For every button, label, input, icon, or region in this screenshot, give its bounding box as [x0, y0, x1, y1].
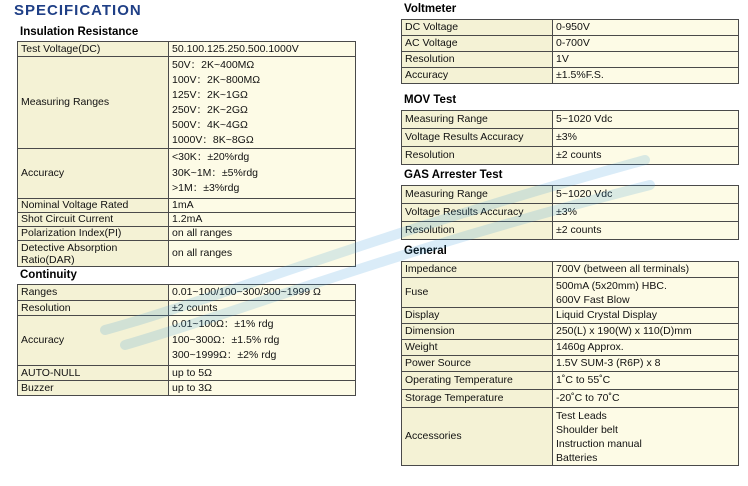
spec-value-line: 1.5V SUM-3 (R6P) x 8: [556, 357, 661, 369]
spec-value-dc-voltage: [553, 20, 739, 36]
spec-value-line: 0.01~100Ω：±1% rdg: [172, 318, 274, 331]
spec-label-operating-temperature: Operating Temperature: [402, 372, 553, 390]
spec-value-resolution: [553, 147, 739, 165]
spec-value-accuracy: [169, 149, 356, 199]
spec-value-accuracy: [553, 68, 739, 84]
spec-value-line: 1mA: [172, 199, 194, 211]
spec-value-line: 125V：2K~1GΩ: [172, 88, 248, 101]
spec-label-accuracy: Accuracy: [18, 316, 169, 366]
spec-value-line: Liquid Crystal Display: [556, 309, 657, 321]
spec-value-line: on all ranges: [172, 247, 233, 259]
spec-value-line: 30K~1M：±5%rdg: [172, 166, 259, 179]
table-row: [18, 227, 356, 241]
spec-value-line: ±2 counts: [556, 149, 602, 161]
spec-value-line: on all ranges: [172, 227, 233, 239]
table-row: [18, 42, 356, 57]
spec-value-impedance: [553, 262, 739, 278]
spec-value-measuring-range: [553, 186, 739, 204]
spec-value-nominal-voltage-rated: [169, 199, 356, 213]
spec-label-ac-voltage: AC Voltage: [402, 36, 553, 52]
table-row: [402, 278, 739, 308]
spec-label-dimension: Dimension: [402, 324, 553, 340]
table-row: [402, 204, 739, 222]
spec-label-measuring-range: Measuring Range: [402, 186, 553, 204]
spec-value-line: Test Leads: [556, 409, 607, 422]
table-row: [402, 129, 739, 147]
spec-value-accessories: [553, 408, 739, 466]
spec-value-line: Batteries: [556, 451, 598, 464]
spec-value-display: [553, 308, 739, 324]
table-row: [402, 324, 739, 340]
table-row: [18, 241, 356, 267]
spec-value-shot-circuit-current: [169, 213, 356, 227]
spec-value-line: 700V (between all terminals): [556, 263, 690, 275]
spec-value-line: 0.01~100/100~300/300~1999 Ω: [172, 286, 321, 298]
spec-label-storage-temperature: Storage Temperature: [402, 390, 553, 408]
spec-value-line: 1000V：8K~8GΩ: [172, 133, 254, 146]
table-row: [402, 390, 739, 408]
spec-value-resolution: [553, 222, 739, 240]
page-title: SPECIFICATION: [14, 2, 142, 19]
spec-value-dimension: [553, 324, 739, 340]
spec-label-resolution: Resolution: [18, 301, 169, 316]
spec-value-resolution: [553, 52, 739, 68]
spec-label-resolution: Resolution: [402, 222, 553, 240]
insulation-table: [17, 41, 356, 267]
general-heading: General: [404, 245, 447, 257]
spec-value-line: Shoulder belt: [556, 423, 618, 436]
spec-value-weight: [553, 340, 739, 356]
spec-value-line: 1V: [556, 53, 569, 65]
voltmeter-table: [401, 19, 739, 84]
spec-value-power-source: [553, 356, 739, 372]
spec-label-test-voltage-dc: Test Voltage(DC): [18, 42, 169, 57]
table-row: [18, 57, 356, 149]
spec-value-line: up to 5Ω: [172, 366, 212, 379]
spec-value-detective-absorption-ratio-dar: [169, 241, 356, 267]
spec-label-resolution: Resolution: [402, 147, 553, 165]
spec-value-voltage-results-accuracy: [553, 129, 739, 147]
spec-value-line: 500V：4K~4GΩ: [172, 118, 248, 131]
table-row: [18, 301, 356, 316]
spec-label-voltage-results-accuracy: Voltage Results Accuracy: [402, 129, 553, 147]
spec-value-line: 1.2mA: [172, 213, 203, 225]
spec-value-polarization-index-pi: [169, 227, 356, 241]
spec-value-line: 0-950V: [556, 21, 590, 33]
spec-label-measuring-ranges: Measuring Ranges: [18, 57, 169, 149]
table-row: [18, 381, 356, 396]
spec-value-ranges: [169, 285, 356, 301]
spec-value-line: Instruction manual: [556, 437, 642, 450]
spec-value-operating-temperature: [553, 372, 739, 390]
continuity-table: [17, 284, 356, 396]
spec-value-line: -20˚C to 70˚C: [556, 392, 620, 404]
spec-value-line: ±2 counts: [172, 301, 218, 314]
spec-value-line: 250V：2K~2GΩ: [172, 103, 248, 116]
spec-value-accuracy: [169, 316, 356, 366]
spec-value-ac-voltage: [553, 36, 739, 52]
spec-label-buzzer: Buzzer: [18, 381, 169, 396]
continuity-heading: Continuity: [20, 269, 77, 281]
spec-label-polarization-index-pi: Polarization Index(PI): [18, 227, 169, 241]
gas-table: [401, 185, 739, 240]
spec-value-line: ±2 counts: [556, 224, 602, 236]
spec-value-line: 100V：2K~800MΩ: [172, 73, 261, 86]
spec-value-line: 600V Fast Blow: [556, 293, 630, 306]
mov-heading: MOV Test: [404, 94, 457, 106]
spec-value-line: 5~1020 Vdc: [556, 188, 613, 200]
table-row: [402, 111, 739, 129]
spec-value-storage-temperature: [553, 390, 739, 408]
spec-label-accuracy: Accuracy: [402, 68, 553, 84]
table-row: [402, 186, 739, 204]
table-row: [402, 147, 739, 165]
table-row: [18, 316, 356, 366]
spec-label-resolution: Resolution: [402, 52, 553, 68]
table-row: [402, 408, 739, 466]
spec-value-line: up to 3Ω: [172, 381, 212, 394]
spec-label-ranges: Ranges: [18, 285, 169, 301]
spec-value-line: ±3%: [556, 131, 577, 143]
table-row: [402, 308, 739, 324]
spec-value-line: 300~1999Ω：±2% rdg: [172, 349, 277, 362]
spec-label-power-source: Power Source: [402, 356, 553, 372]
spec-value-line: 0-700V: [556, 37, 590, 49]
spec-value-resolution: [169, 301, 356, 316]
table-row: [18, 213, 356, 227]
table-row: [402, 372, 739, 390]
spec-value-line: 500mA (5x20mm) HBC.: [556, 279, 667, 292]
spec-label-display: Display: [402, 308, 553, 324]
spec-label-accuracy: Accuracy: [18, 149, 169, 199]
voltmeter-heading: Voltmeter: [404, 3, 457, 15]
spec-value-line: 5~1020 Vdc: [556, 113, 613, 125]
spec-value-line: 1460g Approx.: [556, 341, 624, 353]
spec-label-line: Detective Absorption: [21, 241, 118, 254]
spec-value-line: 1˚C to 55˚C: [556, 374, 611, 386]
table-row: [402, 52, 739, 68]
spec-label-dc-voltage: DC Voltage: [402, 20, 553, 36]
spec-value-measuring-ranges: [169, 57, 356, 149]
spec-label-line: Ratio(DAR): [21, 253, 75, 266]
table-row: [402, 222, 739, 240]
spec-value-buzzer: [169, 381, 356, 396]
spec-value-test-voltage-dc: [169, 42, 356, 57]
spec-value-auto-null: [169, 366, 356, 381]
spec-value-line: 50V：2K~400MΩ: [172, 58, 255, 71]
spec-label-measuring-range: Measuring Range: [402, 111, 553, 129]
spec-value-fuse: [553, 278, 739, 308]
spec-value-line: 250(L) x 190(W) x 110(D)mm: [556, 325, 692, 337]
table-row: [402, 356, 739, 372]
spec-value-line: >1M：±3%rdg: [172, 182, 240, 195]
general-table: [401, 261, 739, 466]
table-row: [402, 68, 739, 84]
table-row: [402, 340, 739, 356]
spec-label-detective-absorption-ratio-dar: [18, 241, 169, 267]
spec-label-accessories: Accessories: [402, 408, 553, 466]
spec-label-shot-circuit-current: Shot Circuit Current: [18, 213, 169, 227]
spec-label-auto-null: AUTO-NULL: [18, 366, 169, 381]
table-row: [18, 366, 356, 381]
table-row: [18, 149, 356, 199]
spec-value-line: 100~300Ω：±1.5% rdg: [172, 333, 280, 346]
spec-value-measuring-range: [553, 111, 739, 129]
mov-table: [401, 110, 739, 165]
spec-label-voltage-results-accuracy: Voltage Results Accuracy: [402, 204, 553, 222]
spec-label-nominal-voltage-rated: Nominal Voltage Rated: [18, 199, 169, 213]
gas-heading: GAS Arrester Test: [404, 169, 503, 181]
table-row: [18, 285, 356, 301]
spec-value-line: 50.100.125.250.500.1000V: [172, 42, 299, 55]
spec-label-fuse: Fuse: [402, 278, 553, 308]
table-row: [402, 262, 739, 278]
table-row: [402, 20, 739, 36]
spec-label-weight: Weight: [402, 340, 553, 356]
table-row: [402, 36, 739, 52]
spec-value-line: <30K：±20%rdg: [172, 151, 250, 164]
spec-value-line: ±1.5%F.S.: [556, 69, 604, 81]
spec-value-voltage-results-accuracy: [553, 204, 739, 222]
spec-value-line: ±3%: [556, 206, 577, 218]
table-row: [18, 199, 356, 213]
spec-label-impedance: Impedance: [402, 262, 553, 278]
insulation-heading: Insulation Resistance: [20, 26, 139, 38]
